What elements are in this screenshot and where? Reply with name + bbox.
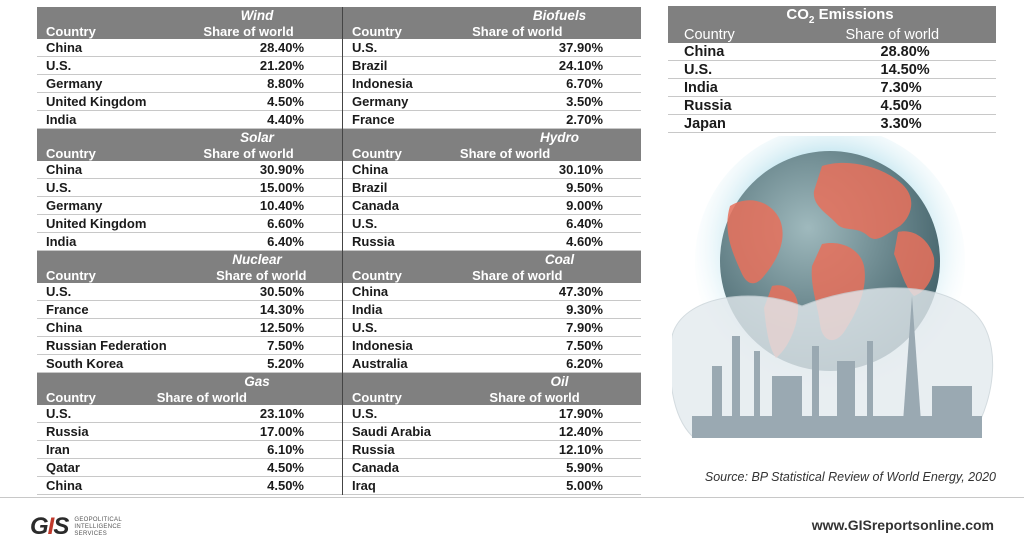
column-header: Share of world xyxy=(203,23,342,39)
share-cell: 47.30% xyxy=(472,283,641,301)
energy-table-cell xyxy=(37,373,343,495)
energy-table-cell xyxy=(37,251,343,373)
country-cell: Brazil xyxy=(343,179,460,197)
country-cell: U.S. xyxy=(343,319,472,337)
table-row xyxy=(37,283,342,301)
energy-table-cell xyxy=(37,129,343,251)
country-cell: U.S. xyxy=(37,179,203,197)
country-cell: Germany xyxy=(37,75,203,93)
country-cell: Russia xyxy=(343,233,460,251)
co2-title-rest: Emissions xyxy=(814,6,894,23)
country-cell: Iraq xyxy=(343,477,489,495)
column-header: Country xyxy=(37,23,203,39)
table-row xyxy=(37,459,342,477)
table-row xyxy=(37,57,342,75)
country-cell: Indonesia xyxy=(343,337,472,355)
share-cell: 4.40% xyxy=(203,111,342,129)
share-cell: 17.00% xyxy=(157,423,342,441)
table-title-row xyxy=(37,251,342,267)
country-cell: Canada xyxy=(343,197,460,215)
table-row xyxy=(37,93,342,111)
footer-divider xyxy=(0,497,1024,498)
table-row xyxy=(343,179,641,197)
table-row xyxy=(37,233,342,251)
share-cell: 2.70% xyxy=(472,111,641,129)
table-row xyxy=(343,441,641,459)
country-cell: France xyxy=(37,301,216,319)
table-row xyxy=(668,115,996,133)
table-header-row xyxy=(37,267,342,283)
column-header: Country xyxy=(343,389,489,405)
column-header: Share of world xyxy=(460,145,641,161)
share-cell: 21.20% xyxy=(203,57,342,75)
country-cell: Russia xyxy=(343,441,489,459)
share-cell: 4.50% xyxy=(756,97,996,115)
share-cell: 10.40% xyxy=(203,197,342,215)
table-header-row xyxy=(37,23,342,39)
table-row xyxy=(343,197,641,215)
table-row xyxy=(343,283,641,301)
country-cell: United Kingdom xyxy=(37,93,203,111)
share-cell: 6.70% xyxy=(472,75,641,93)
share-cell: 17.90% xyxy=(489,405,641,423)
table-row xyxy=(343,477,641,495)
table-header-row xyxy=(343,23,641,39)
share-cell: 7.50% xyxy=(472,337,641,355)
table-header-row xyxy=(37,145,342,161)
country-cell: U.S. xyxy=(343,39,472,57)
table-row xyxy=(37,477,342,495)
country-cell: Germany xyxy=(37,197,203,215)
country-cell: Saudi Arabia xyxy=(343,423,489,441)
country-cell: Indonesia xyxy=(343,75,472,93)
table-title: Solar xyxy=(37,129,342,145)
share-cell: 14.50% xyxy=(756,61,996,79)
gis-logo-mark xyxy=(30,513,68,541)
country-cell: Iran xyxy=(37,441,157,459)
table-row xyxy=(37,39,342,57)
country-cell: China xyxy=(37,477,157,495)
table-title: Wind xyxy=(37,7,342,23)
table-row xyxy=(37,319,342,337)
table-row xyxy=(343,111,641,129)
logo-tagline-line: SERVICES xyxy=(74,530,107,537)
table-row xyxy=(37,423,342,441)
share-cell: 6.60% xyxy=(203,215,342,233)
co2-title xyxy=(668,6,996,26)
share-cell: 30.10% xyxy=(460,161,641,179)
country-cell: South Korea xyxy=(37,355,216,373)
logo-letter-i: I xyxy=(47,513,54,540)
column-header: Country xyxy=(37,267,216,283)
energy-table-cell xyxy=(343,251,641,373)
share-cell: 9.30% xyxy=(472,301,641,319)
share-cell: 6.10% xyxy=(157,441,342,459)
table-title-row xyxy=(343,7,641,23)
energy-table xyxy=(343,251,641,373)
table-row xyxy=(37,161,342,179)
energy-table xyxy=(343,7,641,129)
table-row xyxy=(37,337,342,355)
country-cell: Japan xyxy=(668,115,756,133)
table-row xyxy=(668,79,996,97)
table-row xyxy=(343,319,641,337)
table-header-row xyxy=(343,145,641,161)
country-cell: U.S. xyxy=(37,283,216,301)
share-cell: 6.40% xyxy=(203,233,342,251)
co2-emissions-panel xyxy=(668,6,996,133)
share-cell: 5.90% xyxy=(489,459,641,477)
country-cell: U.S. xyxy=(668,61,756,79)
table-row xyxy=(37,441,342,459)
country-cell: Canada xyxy=(343,459,489,477)
country-cell: U.S. xyxy=(343,405,489,423)
country-cell: France xyxy=(343,111,472,129)
country-cell: India xyxy=(668,79,756,97)
column-header: Share of world xyxy=(472,23,641,39)
gis-logo xyxy=(30,513,122,541)
share-cell: 5.20% xyxy=(216,355,342,373)
table-row xyxy=(668,43,996,61)
column-header: Country xyxy=(37,389,157,405)
country-cell: Germany xyxy=(343,93,472,111)
column-header: Country xyxy=(343,145,460,161)
table-title-row xyxy=(343,373,641,389)
share-cell: 7.30% xyxy=(756,79,996,97)
country-cell: China xyxy=(37,39,203,57)
share-cell: 15.00% xyxy=(203,179,342,197)
country-cell: U.S. xyxy=(343,215,460,233)
share-cell: 24.10% xyxy=(472,57,641,75)
share-cell: 14.30% xyxy=(216,301,342,319)
column-header: Share of world xyxy=(216,267,342,283)
energy-table-cell xyxy=(343,373,641,495)
energy-table xyxy=(37,129,342,251)
table-row xyxy=(343,57,641,75)
table-header-row xyxy=(37,389,342,405)
table-title: Biofuels xyxy=(343,7,641,23)
table-title-row xyxy=(37,129,342,145)
share-cell: 28.40% xyxy=(203,39,342,57)
column-header: Country xyxy=(343,267,472,283)
country-cell: China xyxy=(37,319,216,337)
logo-tagline xyxy=(74,517,122,538)
table-row xyxy=(37,111,342,129)
share-cell: 7.90% xyxy=(472,319,641,337)
table-title: Hydro xyxy=(343,129,641,145)
table-header-row xyxy=(343,389,641,405)
share-cell: 3.50% xyxy=(472,93,641,111)
country-cell: India xyxy=(343,301,472,319)
country-cell: China xyxy=(668,43,756,61)
energy-table xyxy=(37,7,342,129)
share-cell: 23.10% xyxy=(157,405,342,423)
share-cell: 12.10% xyxy=(489,441,641,459)
table-row xyxy=(343,423,641,441)
share-cell: 4.50% xyxy=(203,93,342,111)
table-row xyxy=(37,75,342,93)
table-row xyxy=(343,355,641,373)
co2-title-row xyxy=(668,6,996,26)
column-header: Share of world xyxy=(203,145,342,161)
energy-table xyxy=(343,129,641,251)
country-cell: Australia xyxy=(343,355,472,373)
energy-table-cell xyxy=(343,129,641,251)
country-cell: India xyxy=(37,233,203,251)
table-row xyxy=(343,459,641,477)
share-cell: 4.50% xyxy=(157,477,342,495)
column-header: Share of world xyxy=(489,389,641,405)
share-cell: 30.50% xyxy=(216,283,342,301)
share-cell: 5.00% xyxy=(489,477,641,495)
table-row xyxy=(37,355,342,373)
source-note: Source: BP Statistical Review of World Energy, 2020 xyxy=(704,470,996,484)
share-cell: 6.40% xyxy=(460,215,641,233)
column-header: Share of world xyxy=(472,267,641,283)
country-cell: China xyxy=(343,161,460,179)
logo-letter-g: G xyxy=(30,513,48,540)
column-header: Country xyxy=(668,26,756,43)
table-row xyxy=(343,337,641,355)
table-row xyxy=(343,215,641,233)
table-row xyxy=(343,93,641,111)
share-cell: 4.50% xyxy=(157,459,342,477)
share-cell: 28.80% xyxy=(756,43,996,61)
table-title: Gas xyxy=(37,373,342,389)
country-cell: U.S. xyxy=(37,405,157,423)
share-cell: 30.90% xyxy=(203,161,342,179)
co2-title-subscript: 2 xyxy=(808,15,815,26)
share-cell: 12.40% xyxy=(489,423,641,441)
logo-tagline-line: GEOPOLITICAL xyxy=(74,516,122,523)
table-title: Oil xyxy=(343,373,641,389)
share-cell: 3.30% xyxy=(756,115,996,133)
column-header: Country xyxy=(37,145,203,161)
country-cell: Russia xyxy=(37,423,157,441)
table-row xyxy=(668,61,996,79)
table-row xyxy=(343,301,641,319)
co2-title-main: CO xyxy=(786,6,809,23)
column-header: Share of world xyxy=(157,389,342,405)
share-cell: 9.00% xyxy=(460,197,641,215)
table-row xyxy=(37,405,342,423)
globe-illustration xyxy=(672,136,1002,456)
table-row xyxy=(37,301,342,319)
share-cell: 37.90% xyxy=(472,39,641,57)
country-cell: Qatar xyxy=(37,459,157,477)
website-link[interactable]: www.GISreportsonline.com xyxy=(811,517,994,533)
country-cell: United Kingdom xyxy=(37,215,203,233)
logo-letter-s: S xyxy=(53,513,69,540)
table-row xyxy=(37,179,342,197)
table-row xyxy=(37,215,342,233)
country-cell: Brazil xyxy=(343,57,472,75)
share-cell: 8.80% xyxy=(203,75,342,93)
energy-tables-grid xyxy=(37,7,641,495)
table-row xyxy=(343,161,641,179)
share-cell: 12.50% xyxy=(216,319,342,337)
country-cell: U.S. xyxy=(37,57,203,75)
table-title: Coal xyxy=(343,251,641,267)
table-row xyxy=(343,75,641,93)
share-cell: 9.50% xyxy=(460,179,641,197)
co2-table xyxy=(668,6,996,133)
energy-table xyxy=(37,373,342,495)
column-header: Country xyxy=(343,23,472,39)
table-header-row xyxy=(343,267,641,283)
share-cell: 7.50% xyxy=(216,337,342,355)
table-row xyxy=(37,197,342,215)
logo-tagline-line: INTELLIGENCE xyxy=(74,523,122,530)
table-row xyxy=(343,39,641,57)
country-cell: Russia xyxy=(668,97,756,115)
table-title-row xyxy=(343,251,641,267)
table-row xyxy=(343,233,641,251)
table-header-row xyxy=(668,26,996,43)
country-cell: India xyxy=(37,111,203,129)
energy-table xyxy=(343,373,641,495)
share-cell: 4.60% xyxy=(460,233,641,251)
table-title-row xyxy=(343,129,641,145)
energy-table xyxy=(37,251,342,373)
table-row xyxy=(343,405,641,423)
table-title: Nuclear xyxy=(37,251,342,267)
energy-table-cell xyxy=(37,7,343,129)
country-cell: Russian Federation xyxy=(37,337,216,355)
table-title-row xyxy=(37,7,342,23)
country-cell: China xyxy=(343,283,472,301)
country-cell: China xyxy=(37,161,203,179)
energy-table-cell xyxy=(343,7,641,129)
share-cell: 6.20% xyxy=(472,355,641,373)
column-header: Share of world xyxy=(756,26,996,43)
table-title-row xyxy=(37,373,342,389)
table-row xyxy=(668,97,996,115)
